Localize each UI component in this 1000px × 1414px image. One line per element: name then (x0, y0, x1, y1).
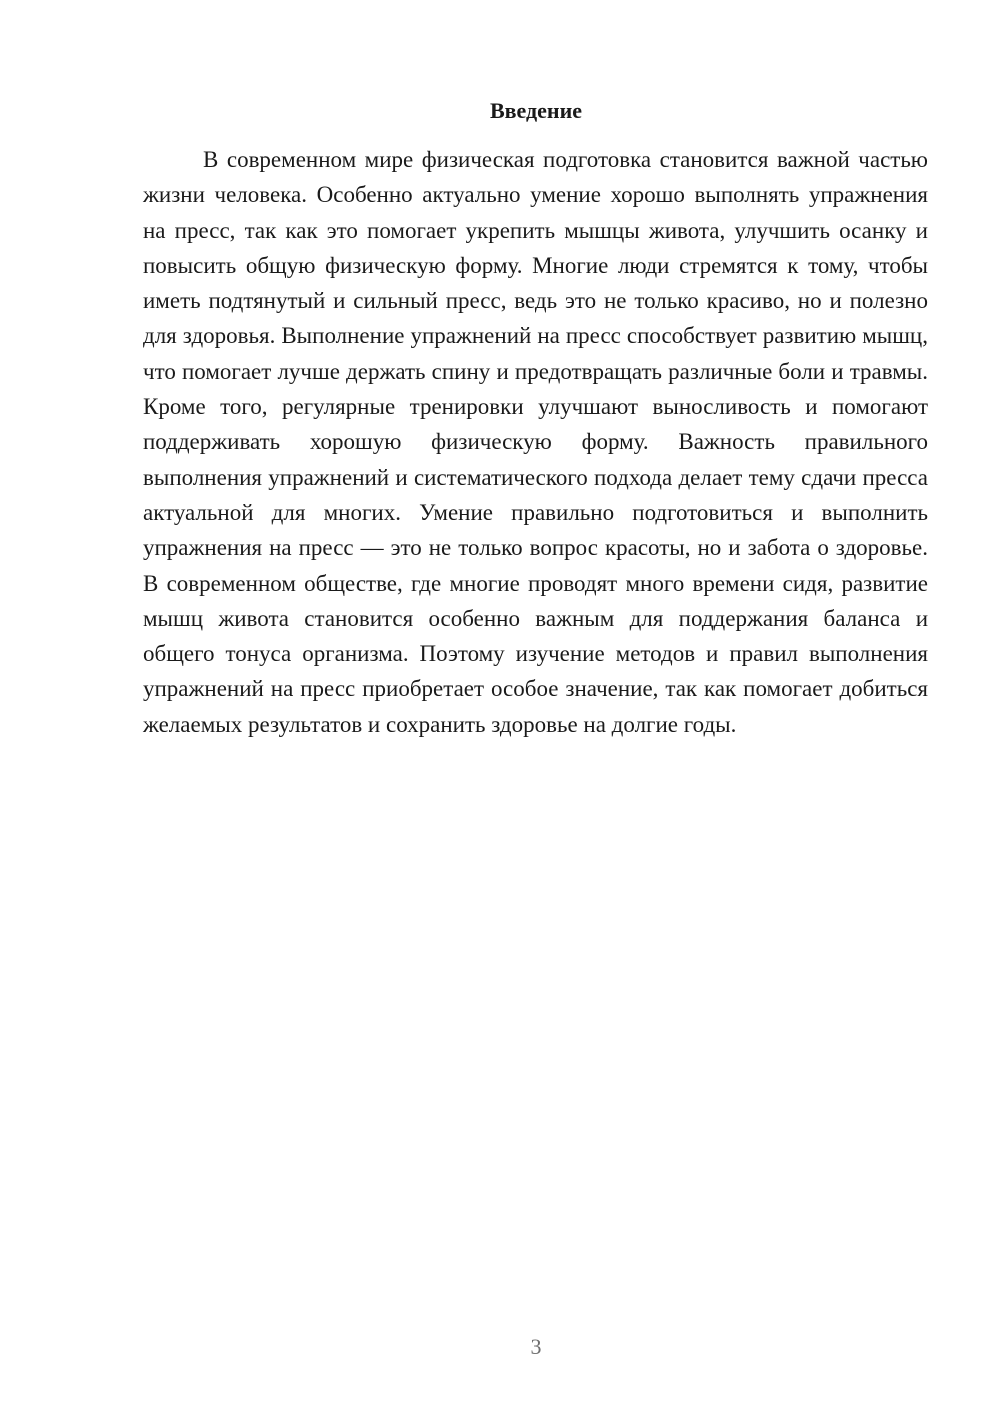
section-heading: Введение (489, 98, 583, 123)
intro-paragraph: В современном мире физическая подготовка становится важной частью жизни человека. Особенно актуально умение хорошо выполнять упражнения на пресс, так как это помогает укрепить мышцы живота, улучшить осанку и повысить общую физическую форму. Многие люди стремятся к тому, чтобы иметь подтянутый и сильный пресс, ведь это не только красиво, но и полезно для здоровья. Выполнение упражнений на пресс способствует развитию мышц, что помогает лучше держать спину и предотвращать различные боли и травмы. Кроме того, регулярные тренировки улучшают выносливость и помогают поддерживать хорошую физическую форму. Важность правильного выполнения упражнений и систематического подхода делает тему сдачи пресса актуальной для многих. Умение правильно подготовиться и выполнить упражнения на пресс — это не только вопрос красоты, но и забота о здоровье. В современном обществе, где многие проводят много времени сидя, развитие мышц живота становится особенно важным для поддержания баланса и общего тонуса организма. Поэтому изучение методов и правил выполнения упражнений на пресс приобретает особое значение, так как помогает добиться желаемых результатов и сохранить здоровье на долгие годы. (143, 147, 928, 737)
page-number: 3 (530, 1334, 542, 1359)
